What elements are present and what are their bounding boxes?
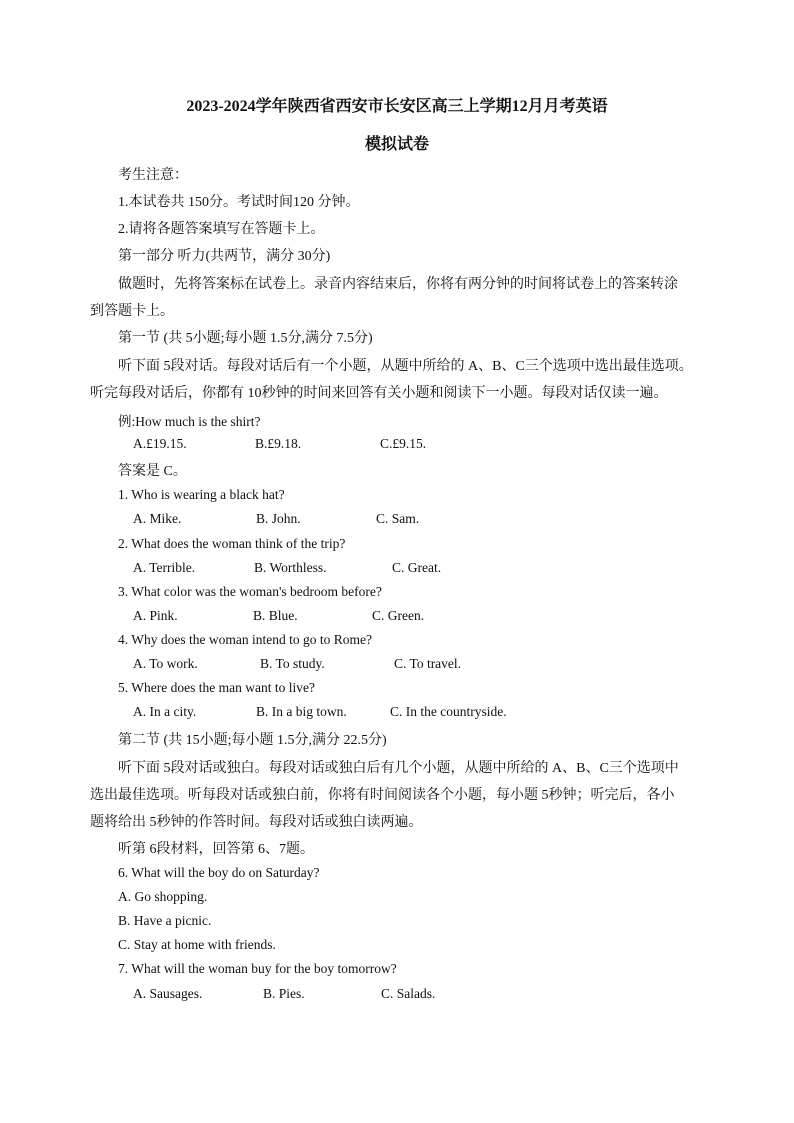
question-7: 7. What will the woman buy for the boy tomorrow?: [118, 961, 397, 976]
q4-option-b: B. To study.: [260, 656, 325, 671]
notice-heading: 考生注意：: [118, 168, 188, 183]
question-2: 2. What does the woman think of the trip?: [118, 536, 346, 551]
q1-option-b: B. John.: [256, 511, 301, 526]
q2-option-c: C. Great.: [392, 560, 442, 575]
q3-option-b: B. Blue.: [253, 608, 298, 623]
q7-option-c: C. Salads.: [381, 986, 436, 1001]
part1-instruction-line1: 做题时，先将答案标在试卷上。录音内容结束后，你将有两分钟的时间将试卷上的答案转涂: [118, 277, 678, 292]
part1-instruction-line2: 到答题卡上。: [90, 304, 174, 319]
q7-option-a: A. Sausages.: [133, 986, 203, 1001]
exam-title-line2: 模拟试卷: [364, 136, 429, 153]
part1-heading: 第一部分 听力(共两节，满分 30分): [118, 249, 331, 264]
question-3: 3. What color was the woman's bedroom before?: [118, 584, 382, 599]
q6-option-a: A. Go shopping.: [118, 889, 208, 904]
q6-option-c: C. Stay at home with friends.: [118, 937, 276, 952]
section1-instruction-line1: 听下面 5段对话。每段对话后有一个小题，从题中所给的 A、B、C三个选项中选出最佳选项。: [118, 359, 693, 374]
q2-option-b: B. Worthless.: [254, 560, 327, 575]
material-6-instruction: 听第 6段材料，回答第 6、7题。: [118, 842, 314, 857]
q4-option-c: C. To travel.: [394, 656, 462, 671]
notice-item-1: 1.本试卷共 150分。考试时间120 分钟。: [118, 195, 360, 210]
q5-option-b: B. In a big town.: [256, 704, 347, 719]
section2-instruction-line2: 选出最佳选项。听每段对话或独白前，你将有时间阅读各个小题，每小题 5秒钟；听完后，各小: [90, 788, 675, 803]
section2-heading: 第二节 (共 15小题;每小题 1.5分,满分 22.5分): [118, 733, 387, 748]
example-option-b: B.£9.18.: [255, 436, 302, 451]
notice-item-2: 2.请将各题答案填写在答题卡上。: [118, 222, 325, 237]
q5-option-a: A. In a city.: [133, 704, 197, 719]
q6-option-b: B. Have a picnic.: [118, 913, 212, 928]
q5-option-c: C. In the countryside.: [390, 704, 507, 719]
section1-instruction-line2: 听完每段对话后，你都有 10秒钟的时间来回答有关小题和阅读下一小题。每段对话仅读一遍。: [90, 386, 668, 401]
question-1: 1. Who is wearing a black hat?: [118, 487, 285, 502]
q7-option-b: B. Pies.: [263, 986, 305, 1001]
q2-option-a: A. Terrible.: [133, 560, 196, 575]
question-5: 5. Where does the man want to live?: [118, 680, 315, 695]
section2-instruction-line1: 听下面 5段对话或独白。每段对话或独白后有几个小题，从题中所给的 A、B、C三个选项中: [118, 761, 679, 776]
q4-option-a: A. To work.: [133, 656, 198, 671]
question-4: 4. Why does the woman intend to go to Rome?: [118, 632, 372, 647]
q3-option-a: A. Pink.: [133, 608, 178, 623]
question-6: 6. What will the boy do on Saturday?: [118, 865, 320, 880]
example-question: 例:How much is the shirt?: [118, 414, 261, 429]
q1-option-c: C. Sam.: [376, 511, 420, 526]
exam-title-line1: 2023-2024学年陕西省西安市长安区高三上学期12月月考英语: [186, 98, 608, 115]
q1-option-a: A. Mike.: [133, 511, 182, 526]
example-option-c: C.£9.15.: [380, 436, 427, 451]
example-option-a: A.£19.15.: [133, 436, 187, 451]
example-answer: 答案是 C。: [118, 464, 187, 479]
q3-option-c: C. Green.: [372, 608, 425, 623]
section1-heading: 第一节 (共 5小题;每小题 1.5分,满分 7.5分): [118, 331, 373, 346]
section2-instruction-line3: 题将给出 5秒钟的作答时间。每段对话或独白读两遍。: [90, 815, 423, 830]
